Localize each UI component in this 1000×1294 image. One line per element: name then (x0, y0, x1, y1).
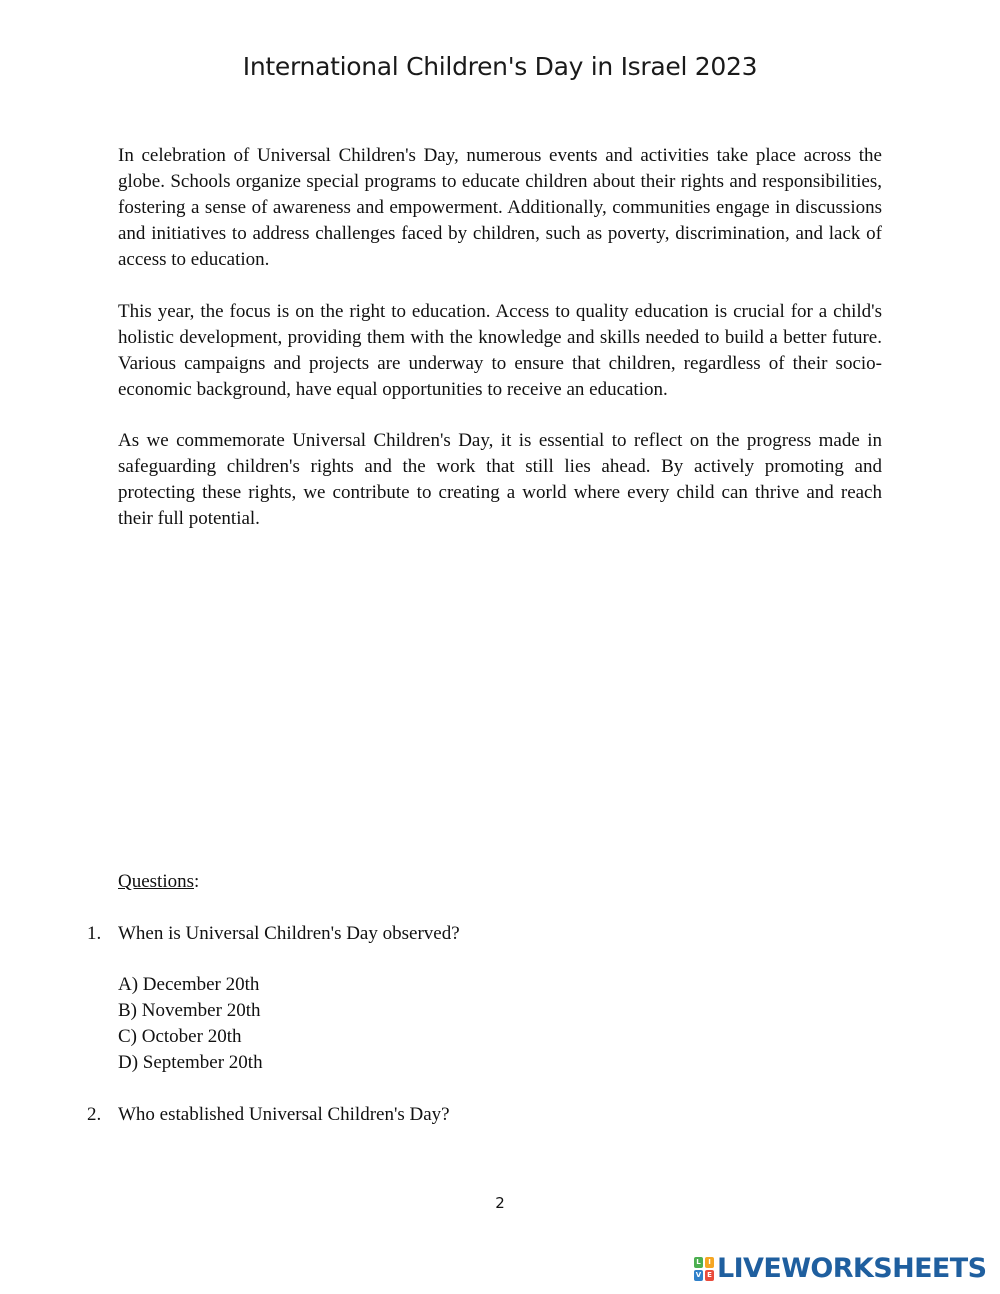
question-1-option-c[interactable]: C) October 20th (118, 1026, 242, 1047)
page-number: 2 (495, 1194, 505, 1212)
question-1-number: 1. (87, 923, 102, 944)
questions-heading-label: Questions (118, 871, 194, 892)
questions-heading (118, 869, 199, 895)
paragraph-3: As we commemorate Universal Children's Day, it is essential to reflect on the progress made in safeguarding children's rights and the work that still lies ahead. By actively promoting and protecting these rights, we contribute to creating a world where every child can thrive and reach their full potential. (118, 430, 882, 529)
logo-tile-v: V (695, 1271, 702, 1279)
paragraph-2: This year, the focus is on the right to education. Access to quality education is crucial for a child's holistic development, providing them with the knowledge and skills needed to build a better future. Various campaigns and projects are underway to ensure that children, regardless of their socio-economic background, have equal opportunities to receive an education. (118, 301, 882, 400)
paragraph-1: In celebration of Universal Children's Day, numerous events and activities take place across the globe. Schools organize special programs to educate children about their rights and responsibilities, fostering a sense of awareness and empowerment. Additionally, communities engage in discussions and initiatives to address challenges faced by children, such as poverty, discrimination, and lack of access to education. (118, 145, 882, 270)
logo-tile-i: I (705, 1257, 714, 1268)
questions-heading-colon: : (194, 871, 200, 892)
page-title: International Children's Day in Israel 2023 (242, 52, 758, 81)
logo-tile-l: L (694, 1257, 703, 1268)
question-1-text: When is Universal Children's Day observed? (118, 923, 460, 944)
question-1-option-a[interactable]: A) December 20th (118, 974, 260, 995)
question-1-option-b[interactable]: B) November 20th (118, 1000, 261, 1021)
question-2-number: 2. (87, 1104, 102, 1125)
liveworksheets-brand[interactable] (694, 1254, 986, 1284)
liveworksheets-wordmark: LIVEWORKSHEETS (717, 1253, 987, 1284)
logo-tile-e: E (705, 1270, 714, 1281)
question-2-text: Who established Universal Children's Day? (118, 1104, 450, 1125)
liveworksheets-logo-icon (694, 1257, 714, 1281)
question-1-option-d[interactable]: D) September 20th (118, 1052, 263, 1073)
